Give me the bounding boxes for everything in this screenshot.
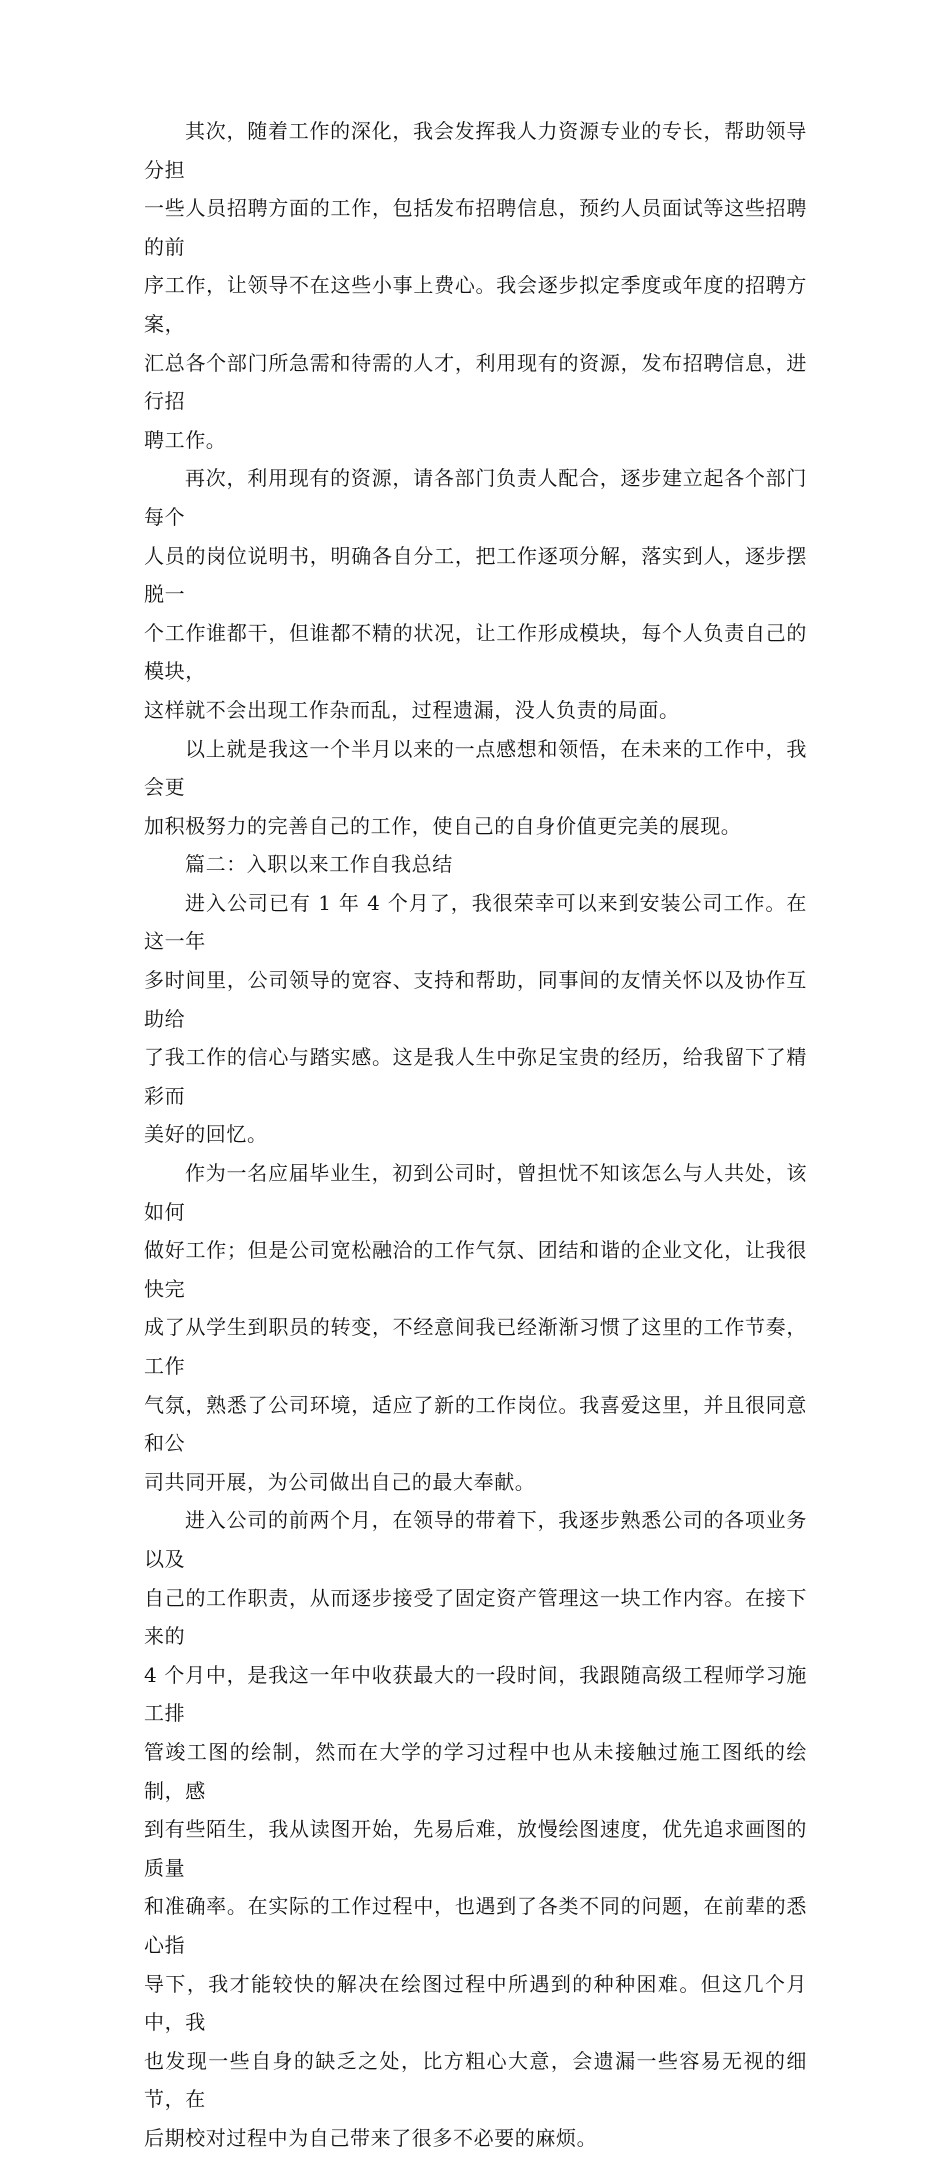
paragraph-1: 其次，随着工作的深化，我会发挥我人力资源专业的专长，帮助领导分担 一些人员招聘方面的工作，包括发布招聘信息，预约人员面试等这些招聘的前 序工作，让领导不在这些小事上费心。我会逐步拟定季度或年度的招聘方案， 汇总各个部门所急需和待需的人才，利用现有的资源，发布招聘信息，进行招 聘工作。 [144,119,807,452]
paragraph-3: 以上就是我这一个半月以来的一点感想和领悟，在未来的工作中，我会更 加积极努力的完善自己的工作，使自己的自身价值更完美的展现。 [144,736,807,838]
section-paragraph-2: 作为一名应届毕业生，初到公司时，曾担忧不知该怎么与人共处，该如何 做好工作；但是公司宽松融洽的工作气氛、团结和谐的企业文化，让我很快完 成了从学生到职员的转变，不经意间我已经渐渐习惯了这里的工作节奏，工作 气氛，熟悉了公司环境，适应了新的工作岗位。我喜爱这里，并且很同意和公 司共同开展，为公司做出自己的最大奉献。 [144,1161,807,1494]
section-heading: 篇二：入职以来工作自我总结 [185,852,453,877]
document-body [144,112,807,2157]
paragraph-2: 再次，利用现有的资源，请各部门负责人配合，逐步建立起各个部门每个 人员的岗位说明书，明确各自分工，把工作逐项分解，落实到人，逐步摆脱一 个工作谁都干，但谁都不精的状况，让工作形成模块，每个人负责自己的模块， 这样就不会出现工作杂而乱，过程遗漏，没人负责的局面。 [144,466,807,722]
section-paragraph-1: 进入公司已有 1 年 4 个月了，我很荣幸可以来到安装公司工作。在这一年 多时间里，公司领导的宽容、支持和帮助，同事间的友情关怀以及协作互助给 了我工作的信心与踏实感。这是我人生中弥足宝贵的经历，给我留下了精彩而 美好的回忆。 [144,890,807,1147]
section-paragraph-3: 进入公司的前两个月，在领导的带着下，我逐步熟悉公司的各项业务以及 自己的工作职责，从而逐步接受了固定资产管理这一块工作内容。在接下来的 4 个月中，是我这一年中收获最大的一段时间，我跟随高级工程师学习施工排 管竣工图的绘制，然而在大学的学习过程中也从未接触过施工图纸的绘制，感 到有些陌生，我从读图开始，先易后难，放慢绘图速度，优先追求画图的质量 和准确率。在实际的工作过程中，也遇到了各类不同的问题，在前辈的悉心指 导下，我才能较快的解决在绘图过程中所遇到的种种困难。但这几个月中，我 也发现一些自身的缺乏之处，比方粗心大意，会遗漏一些容易无视的细节，在 后期校对过程中为自己带来了很多不必要的麻烦。 [144,1508,807,2150]
